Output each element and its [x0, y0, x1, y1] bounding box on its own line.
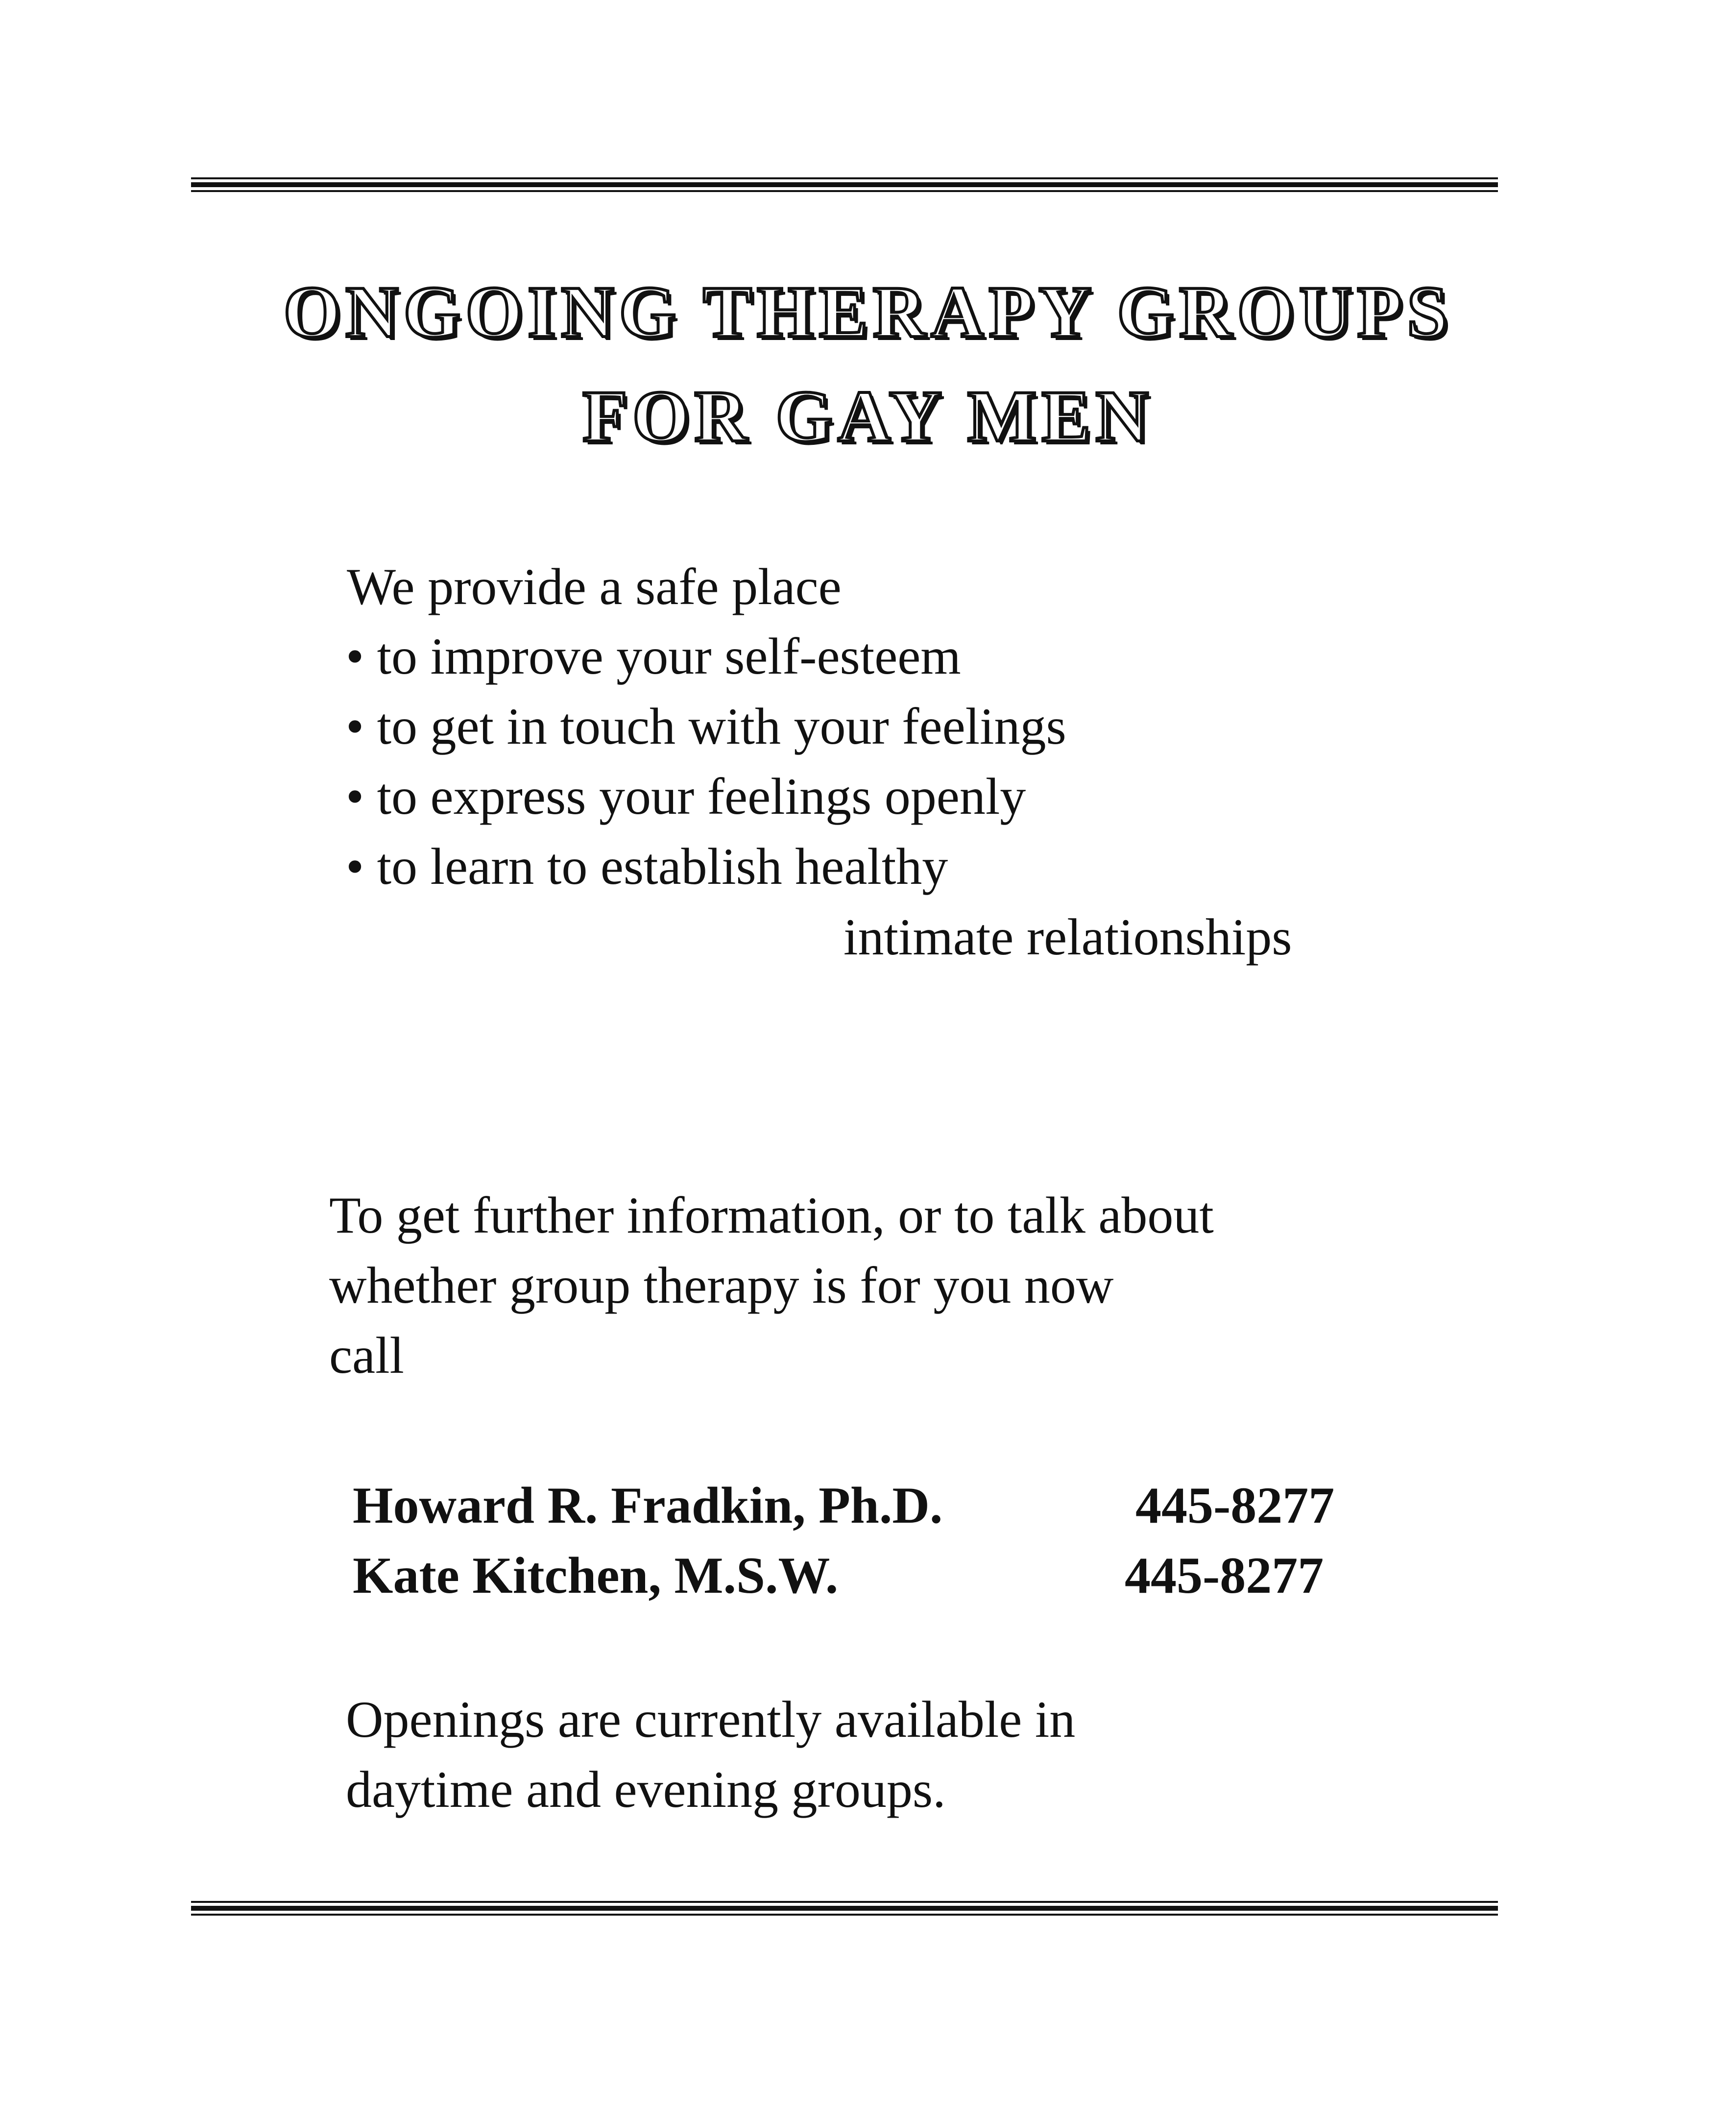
- intro-text: We provide a safe place: [347, 558, 842, 615]
- contact-phone: 445-8277: [1135, 1477, 1335, 1534]
- contact-phone: 445-8277: [1125, 1547, 1324, 1604]
- info-line: To get further information, or to talk about: [329, 1187, 1214, 1244]
- bullet-item: • to get in touch with your feelings: [346, 698, 1066, 755]
- info-line: call: [329, 1327, 404, 1384]
- info-line: whether group therapy is for you now: [329, 1257, 1114, 1314]
- bottom-decorative-rule: [191, 1901, 1498, 1916]
- openings-line: daytime and evening groups.: [346, 1761, 946, 1818]
- heading-line-2: FOR GAY MEN: [582, 376, 1154, 457]
- bullet-continuation: intimate relationships: [844, 908, 1292, 966]
- top-decorative-rule: [191, 177, 1498, 192]
- bullet-item: • to express your feelings openly: [346, 768, 1026, 825]
- bullet-item: • to improve your self-esteem: [346, 628, 961, 685]
- bullet-item: • to learn to establish healthy: [346, 838, 948, 895]
- contact-name: Howard R. Fradkin, Ph.D.: [353, 1477, 943, 1534]
- openings-line: Openings are currently available in: [346, 1691, 1076, 1748]
- heading-line-1: ONGOING THERAPY GROUPS: [283, 271, 1453, 353]
- contact-name: Kate Kitchen, M.S.W.: [353, 1547, 839, 1604]
